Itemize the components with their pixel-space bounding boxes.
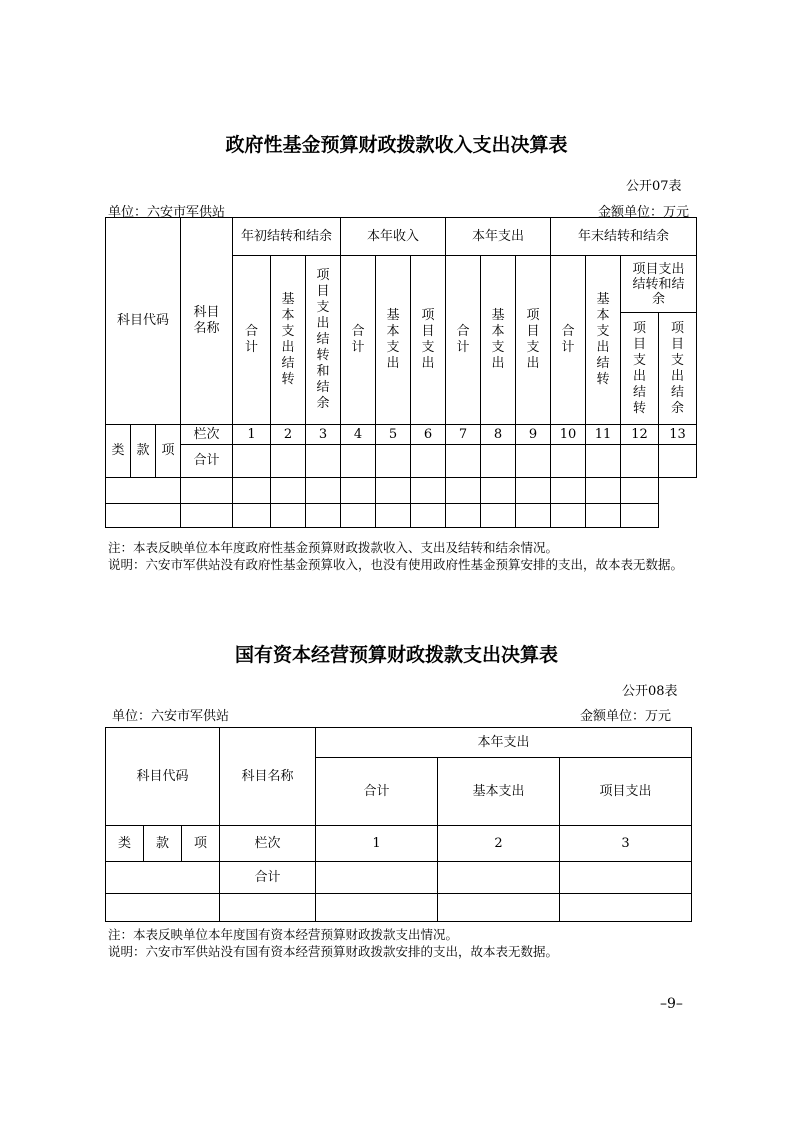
t7-h-total-4: 合计 [551, 256, 586, 425]
t7-h-lanci: 栏次 [181, 425, 233, 445]
t7-col-number: 5 [376, 425, 411, 445]
table8-explanation: 说明：六安市军供站没有国有资本经营预算财政拨款安排的支出，故本表无数据。 [108, 944, 559, 959]
t7-header-opening: 年初结转和结余 [233, 218, 341, 256]
t7-col-number: 10 [551, 425, 586, 445]
t7-col-number: 2 [271, 425, 306, 445]
table8 [105, 727, 692, 922]
t7-col-number: 7 [446, 425, 481, 445]
page-number: –9– [660, 996, 683, 1012]
t8-header-code: 科目代码 [106, 728, 220, 826]
t7-col-number: 8 [481, 425, 516, 445]
table7-money-unit: 金额单位：万元 [598, 205, 690, 220]
table8-money-unit: 金额单位：万元 [580, 709, 672, 724]
t7-h-basic-exp-3: 基本支出 [481, 256, 516, 425]
t7-header-expense: 本年支出 [446, 218, 551, 256]
t8-header-name: 科目名称 [220, 728, 316, 826]
t7-col-number: 9 [516, 425, 551, 445]
t7-total-label: 合计 [181, 445, 233, 478]
t8-h-xiang: 项 [182, 826, 220, 862]
t8-h-basic: 基本支出 [438, 758, 560, 826]
table8-note: 注：本表反映单位本年度国有资本经营预算财政拨款支出情况。 [108, 927, 459, 942]
t7-header-income: 本年收入 [341, 218, 446, 256]
t8-h-proj: 项目支出 [560, 758, 692, 826]
t7-h-basic-exp-2: 基本支出 [376, 256, 411, 425]
t8-h-kuan: 款 [144, 826, 182, 862]
t7-total-row [106, 445, 697, 478]
t8-h-total: 合计 [316, 758, 438, 826]
table7-explanation: 说明：六安市军供站没有政府性基金预算收入，也没有使用政府性基金预算安排的支出，故本表无数据。 [108, 557, 684, 572]
t7-h-proj-closing: 项目支出结转和结余 [621, 256, 697, 313]
t7-col-number: 4 [341, 425, 376, 445]
t7-header-code: 科目代码 [106, 218, 181, 425]
t7-col-number: 6 [411, 425, 446, 445]
table7-unit-label: 单位：六安市军供站 [108, 205, 226, 220]
t8-col-number: 3 [560, 826, 692, 862]
table7-title: 政府性基金预算财政拨款收入支出决算表 [225, 134, 568, 156]
t7-h-proj-carry-1: 项目支出结转和结余 [306, 256, 341, 425]
t8-total-row [106, 862, 692, 894]
t7-h-proj-surplus: 项目支出结余 [659, 313, 697, 425]
t8-total-label: 合计 [220, 862, 316, 894]
t8-header-year-exp: 本年支出 [316, 728, 692, 758]
t8-col-number: 1 [316, 826, 438, 862]
t7-h-total-1: 合计 [233, 256, 271, 425]
t7-h-total-2: 合计 [341, 256, 376, 425]
t7-header-closing: 年末结转和结余 [551, 218, 697, 256]
t8-h-lanci: 栏次 [220, 826, 316, 862]
t7-empty-row [106, 504, 697, 528]
t7-col-number: 12 [621, 425, 659, 445]
t7-h-kuan: 款 [131, 425, 156, 478]
t7-h-proj-exp-2: 项目支出 [411, 256, 446, 425]
t8-empty-row [106, 894, 692, 922]
t7-h-proj-carry-only: 项目支出结转 [621, 313, 659, 425]
t7-header-name: 科目名称 [181, 218, 233, 425]
t7-empty-row [106, 478, 697, 504]
table7-note: 注：本表反映单位本年度政府性基金预算财政拨款收入、支出及结转和结余情况。 [108, 540, 559, 555]
t7-col-number: 13 [659, 425, 697, 445]
t7-h-basic-carry-4: 基本支出结转 [586, 256, 621, 425]
t7-h-proj-exp-3: 项目支出 [516, 256, 551, 425]
table7 [105, 217, 697, 528]
table8-form-number: 公开08表 [622, 684, 678, 699]
table7-form-number: 公开07表 [626, 179, 682, 194]
t8-h-lei: 类 [106, 826, 144, 862]
t7-col-number: 11 [586, 425, 621, 445]
table8-unit-label: 单位：六安市军供站 [112, 709, 230, 724]
t7-h-xiang: 项 [156, 425, 181, 478]
t7-h-basic-carry-1: 基本支出结转 [271, 256, 306, 425]
t7-col-number: 3 [306, 425, 341, 445]
t8-col-number: 2 [438, 826, 560, 862]
t7-h-lei: 类 [106, 425, 131, 478]
t7-col-number: 1 [233, 425, 271, 445]
table8-title: 国有资本经营预算财政拨款支出决算表 [234, 644, 558, 666]
t7-h-total-3: 合计 [446, 256, 481, 425]
